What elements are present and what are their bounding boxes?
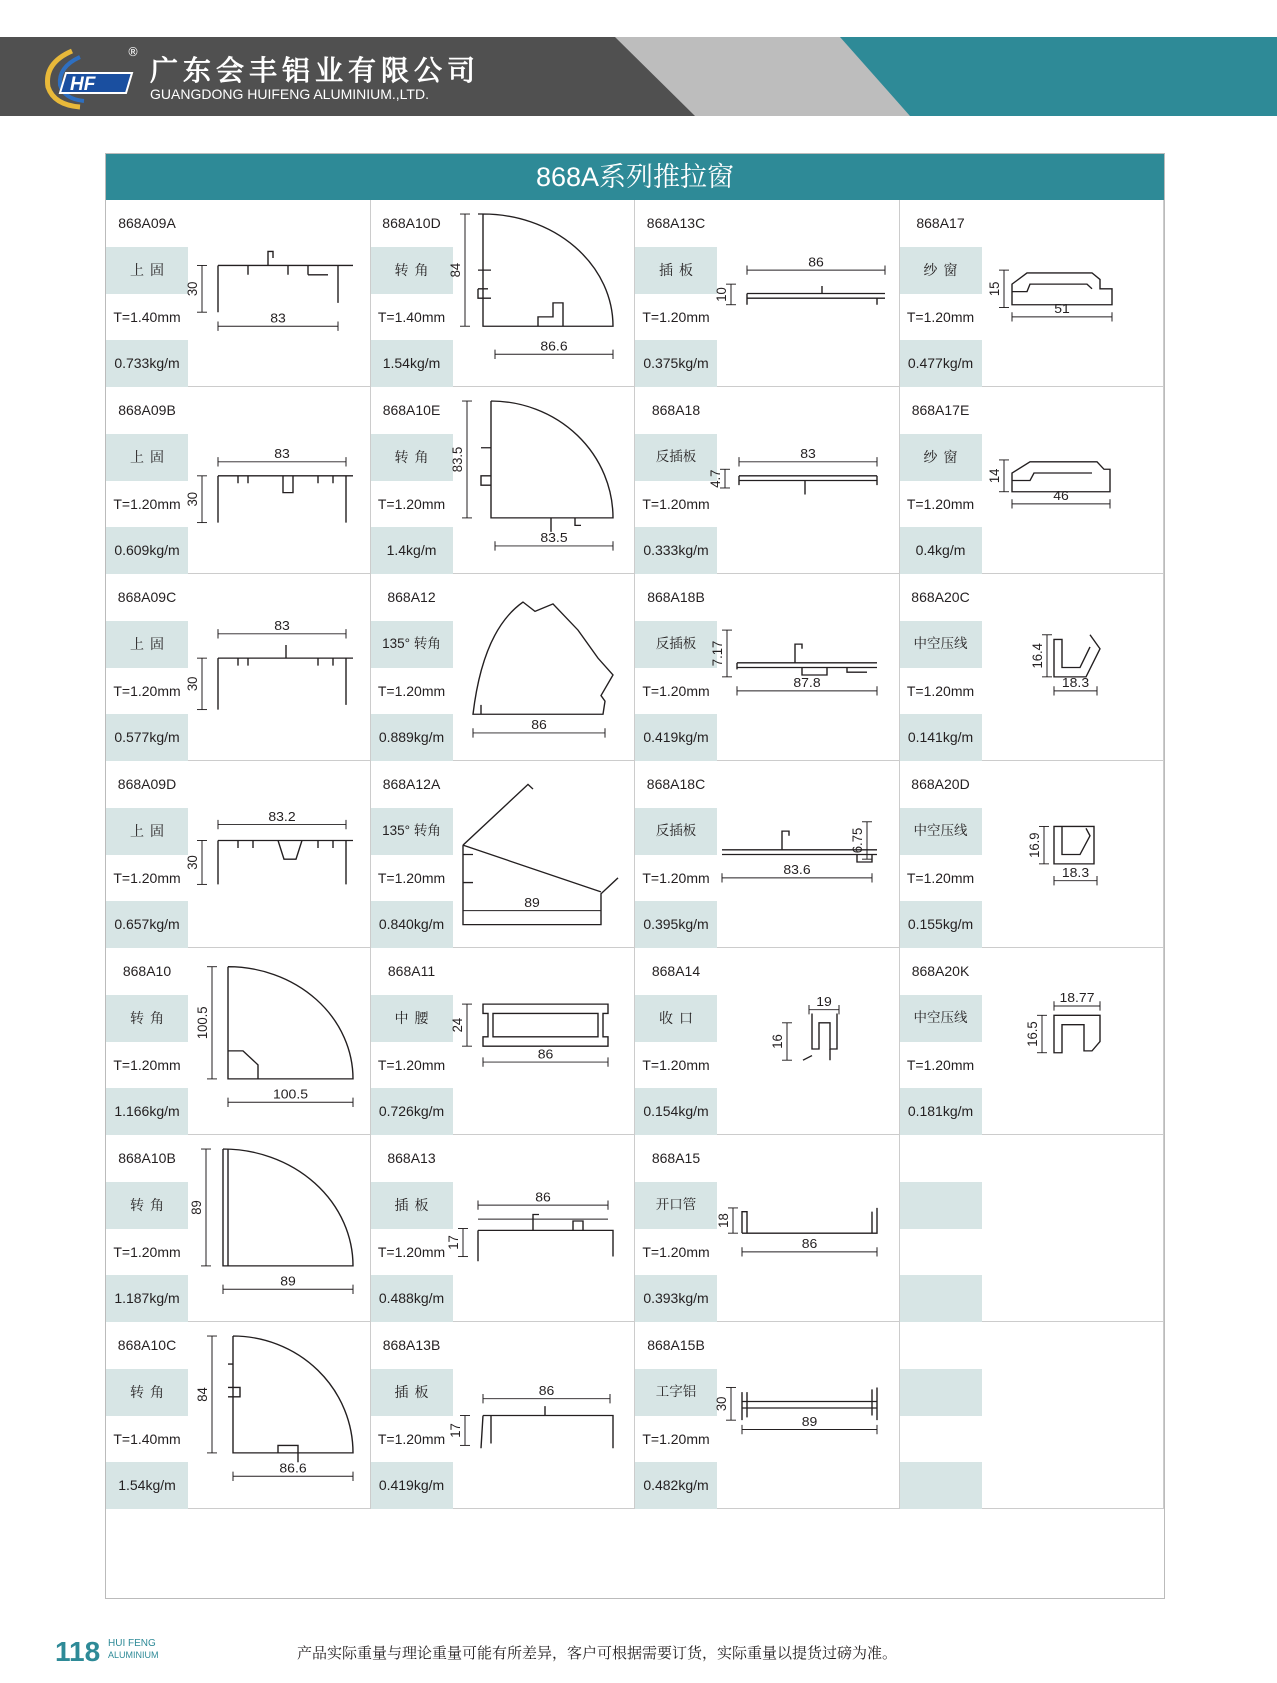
registered-mark: ® (127, 45, 139, 59)
dimension-label: 6.75 (849, 827, 866, 854)
dimension-label: 15 (986, 281, 1002, 297)
profile-cell (371, 761, 636, 948)
dimension-label: 24 (449, 1017, 465, 1033)
dimension-label: 14 (986, 468, 1002, 484)
profile-code: 868A17 (900, 200, 982, 247)
profile-name: 反插板 (635, 808, 717, 855)
profile-cross-section (447, 200, 635, 387)
dimension-label: 83.6 (783, 862, 811, 878)
profile-cell (635, 387, 900, 574)
profile-code: 868A20K (900, 948, 982, 995)
dimension-label: 83.5 (539, 530, 568, 546)
dimension-label: 83 (800, 446, 816, 461)
profile-code: 868A17E (900, 387, 982, 434)
footer-brand-line2: ALUMINIUM (108, 1650, 159, 1660)
dimension-label: 51 (1053, 301, 1070, 317)
profile-cross-section (188, 948, 370, 1135)
company-name-cn: 广东会丰铝业有限公司 (150, 54, 481, 87)
profile-cell (900, 948, 1165, 1135)
profile-thickness: T=1.20mm (635, 294, 717, 341)
profile-weight: 0.889kg/m (371, 714, 453, 761)
profile-thickness: T=1.20mm (900, 855, 982, 902)
profile-code: 868A09D (106, 761, 188, 808)
profile-thickness: T=1.20mm (900, 668, 982, 715)
dimension-label: 89 (280, 1273, 296, 1289)
profile-cross-section (717, 1135, 899, 1322)
profile-weight: 0.488kg/m (371, 1275, 453, 1322)
profile-cross-section (982, 948, 1164, 1135)
profile-code: 868A15 (635, 1135, 717, 1182)
profile-name: 上固 (106, 621, 188, 668)
profile-cell (900, 200, 1165, 387)
dimension-label: 83.2 (268, 809, 296, 824)
profile-cross-section (982, 1135, 1164, 1322)
profile-thickness: T=1.20mm (371, 855, 453, 902)
catalog-grid (106, 200, 1164, 1598)
profile-name: 135° 转角 (371, 808, 453, 855)
profile-name (900, 1369, 982, 1416)
profile-cross-section (184, 574, 370, 761)
dimension-label: 30 (184, 491, 201, 507)
profile-name: 转角 (106, 1182, 188, 1229)
dimension-label: 89 (188, 1200, 205, 1215)
company-logo (40, 43, 140, 111)
profile-weight: 0.155kg/m (900, 901, 982, 948)
dimension-label: 86 (538, 1383, 554, 1398)
profile-cross-section (184, 200, 370, 387)
profile-code: 868A15B (635, 1322, 717, 1369)
dimension-label: 18.77 (1058, 990, 1095, 1006)
profile-cell (106, 574, 371, 761)
profile-code: 868A13B (371, 1322, 453, 1369)
profile-weight: 0.726kg/m (371, 1088, 453, 1135)
profile-cross-section (184, 387, 370, 574)
dimension-label: 83 (270, 310, 286, 326)
profile-code: 868A18C (635, 761, 717, 808)
profile-cell (106, 1322, 371, 1509)
profile-name: 中空压线 (900, 995, 982, 1042)
dimension-label: 83 (274, 446, 290, 461)
profile-cell (900, 1135, 1165, 1322)
profile-code: 868A13 (371, 1135, 453, 1182)
profile-weight: 0.333kg/m (635, 527, 717, 574)
profile-weight: 0.577kg/m (106, 714, 188, 761)
profile-cell (635, 1135, 900, 1322)
dimension-label: 18.3 (1061, 865, 1089, 880)
profile-cell (371, 948, 636, 1135)
profile-thickness: T=1.40mm (371, 294, 453, 341)
profile-thickness: T=1.20mm (371, 1042, 453, 1089)
dimension-label: 84 (194, 1387, 211, 1402)
profile-code: 868A14 (635, 948, 717, 995)
profile-code (900, 1322, 982, 1369)
profile-weight (900, 1462, 982, 1509)
page-header (0, 37, 1277, 116)
profile-cell (106, 200, 371, 387)
profile-code: 868A10B (106, 1135, 188, 1182)
profile-code: 868A09A (106, 200, 188, 247)
profile-thickness: T=1.40mm (106, 1416, 188, 1463)
profile-code: 868A18 (635, 387, 717, 434)
footer-brand-line1: HUI FENG (108, 1638, 156, 1649)
profile-weight: 1.54kg/m (106, 1462, 188, 1509)
dimension-label: 18.3 (1061, 675, 1089, 691)
profile-thickness: T=1.20mm (635, 481, 717, 528)
profile-name: 转角 (371, 434, 453, 481)
profile-name (900, 1182, 982, 1229)
dimension-label: 86 (808, 254, 824, 270)
profile-name: 收口 (635, 995, 717, 1042)
profile-name: 中空压线 (900, 621, 982, 668)
profile-cross-section (188, 1135, 370, 1322)
profile-name: 转角 (106, 995, 188, 1042)
profile-thickness: T=1.20mm (900, 1042, 982, 1089)
dimension-label: 83.5 (449, 446, 465, 473)
dimension-label: 30 (184, 281, 201, 297)
dimension-label: 16.5 (1024, 1021, 1040, 1047)
profile-name: 工字铝 (635, 1369, 717, 1416)
profile-cross-section (707, 387, 899, 574)
profile-thickness: T=1.20mm (106, 481, 188, 528)
profile-name: 反插板 (635, 621, 717, 668)
profile-code: 868A10E (371, 387, 453, 434)
logo-text: HF (70, 74, 96, 95)
profile-weight: 0.141kg/m (900, 714, 982, 761)
dimension-label: 86 (534, 1189, 551, 1205)
profile-thickness: T=1.20mm (106, 1229, 188, 1276)
profile-code: 868A12A (371, 761, 453, 808)
profile-thickness: T=1.20mm (106, 668, 188, 715)
profile-code: 868A12 (371, 574, 453, 621)
profile-cell (371, 574, 636, 761)
profile-cross-section (445, 1135, 635, 1322)
profile-thickness: T=1.20mm (635, 855, 717, 902)
profile-cell (900, 387, 1165, 574)
profile-weight: 0.840kg/m (371, 901, 453, 948)
profile-code: 868A10C (106, 1322, 188, 1369)
dimension-label: 89 (801, 1414, 818, 1429)
profile-cross-section (449, 387, 635, 574)
dimension-label: 19 (816, 994, 832, 1009)
profile-code: 868A10 (106, 948, 188, 995)
profile-code: 868A13C (635, 200, 717, 247)
profile-code: 868A10D (371, 200, 453, 247)
profile-name: 上固 (106, 247, 188, 294)
dimension-label: 18 (715, 1213, 732, 1228)
profile-code: 868A20D (900, 761, 982, 808)
profile-weight: 0.393kg/m (635, 1275, 717, 1322)
profile-weight: 0.4kg/m (900, 527, 982, 574)
profile-name: 转角 (371, 247, 453, 294)
profile-weight: 0.395kg/m (635, 901, 717, 948)
profile-cell (635, 574, 900, 761)
profile-thickness: T=1.20mm (635, 668, 717, 715)
dimension-label: 30 (184, 676, 201, 692)
profile-weight: 1.4kg/m (371, 527, 453, 574)
profile-code: 868A11 (371, 948, 453, 995)
profile-catalog-table (105, 153, 1165, 1599)
profile-weight: 0.419kg/m (635, 714, 717, 761)
profile-cross-section (713, 200, 899, 387)
profile-name: 开口管 (635, 1182, 717, 1229)
dimension-label: 46 (1052, 488, 1069, 504)
profile-thickness: T=1.20mm (635, 1229, 717, 1276)
profile-cross-section (982, 387, 1164, 574)
profile-name: 上固 (106, 434, 188, 481)
profile-cross-section (717, 948, 899, 1135)
profile-cell (900, 761, 1165, 948)
profile-thickness: T=1.20mm (371, 1229, 453, 1276)
profile-cell (635, 1322, 900, 1509)
profile-cross-section (982, 574, 1164, 761)
dimension-label: 100.5 (194, 1006, 211, 1040)
dimension-label: 30 (184, 855, 201, 870)
profile-cell (371, 1322, 636, 1509)
profile-cross-section (449, 948, 635, 1135)
profile-cross-section (982, 200, 1164, 387)
profile-name: 插板 (371, 1369, 453, 1416)
profile-thickness: T=1.20mm (106, 855, 188, 902)
profile-name: 中空压线 (900, 808, 982, 855)
profile-thickness (900, 1229, 982, 1276)
profile-weight: 0.181kg/m (900, 1088, 982, 1135)
dimension-label: 89 (523, 895, 540, 910)
profile-cell (371, 1135, 636, 1322)
profile-code: 868A20C (900, 574, 982, 621)
profile-cell (106, 1135, 371, 1322)
profile-thickness: T=1.20mm (371, 481, 453, 528)
dimension-label: 86 (801, 1236, 818, 1252)
profile-cell (371, 200, 636, 387)
profile-code: 868A18B (635, 574, 717, 621)
dimension-label: 17 (447, 1423, 463, 1438)
profile-code (900, 1135, 982, 1182)
profile-cross-section (184, 761, 370, 948)
dimension-label: 30 (713, 1396, 730, 1412)
profile-thickness: T=1.20mm (900, 481, 982, 528)
profile-cross-section (717, 761, 899, 948)
profile-cell (371, 387, 636, 574)
page-number: 118 (55, 1636, 101, 1667)
profile-name: 反插板 (635, 434, 717, 481)
dimension-label: 87.8 (793, 675, 821, 691)
dimension-label: 100.5 (272, 1086, 309, 1102)
profile-weight: 0.657kg/m (106, 901, 188, 948)
profile-weight: 0.482kg/m (635, 1462, 717, 1509)
profile-cross-section (982, 761, 1164, 948)
dimension-label: 86.6 (539, 338, 568, 354)
profile-name: 纱窗 (900, 247, 982, 294)
dimension-label: 16.9 (1026, 832, 1042, 858)
dimension-label: 16.4 (1029, 643, 1045, 669)
dimension-label: 86 (530, 717, 547, 733)
profile-cell (106, 761, 371, 948)
profile-thickness: T=1.20mm (371, 1416, 453, 1463)
profile-weight (900, 1275, 982, 1322)
profile-cell (635, 948, 900, 1135)
profile-cell (635, 200, 900, 387)
profile-name: 上固 (106, 808, 188, 855)
profile-thickness: T=1.20mm (371, 668, 453, 715)
profile-cell (900, 1322, 1165, 1509)
profile-cross-section (982, 1322, 1164, 1509)
profile-cross-section (453, 761, 635, 948)
profile-name: 转角 (106, 1369, 188, 1416)
profile-cell (106, 387, 371, 574)
profile-thickness: T=1.40mm (106, 294, 188, 341)
profile-cell (106, 948, 371, 1135)
profile-name: 135° 转角 (371, 621, 453, 668)
profile-name: 插板 (371, 1182, 453, 1229)
profile-thickness: T=1.20mm (900, 294, 982, 341)
dimension-label: 16 (769, 1034, 786, 1049)
profile-thickness (900, 1416, 982, 1463)
profile-weight: 1.54kg/m (371, 340, 453, 387)
dimension-label: 84 (447, 262, 463, 278)
profile-weight: 0.733kg/m (106, 340, 188, 387)
dimension-label: 4.7 (707, 469, 724, 488)
profile-cross-section (453, 574, 635, 761)
profile-name: 中腰 (371, 995, 453, 1042)
dimension-label: 86.6 (279, 1460, 307, 1476)
profile-cross-section (713, 1322, 899, 1509)
dimension-label: 7.17 (709, 640, 726, 667)
company-name-en: GUANGDONG HUIFENG ALUMINIUM.,LTD. (150, 86, 429, 102)
profile-weight: 0.154kg/m (635, 1088, 717, 1135)
profile-weight: 0.375kg/m (635, 340, 717, 387)
profile-name: 纱窗 (900, 434, 982, 481)
profile-weight: 1.187kg/m (106, 1275, 188, 1322)
profile-thickness: T=1.20mm (635, 1042, 717, 1089)
profile-name: 插板 (635, 247, 717, 294)
profile-weight: 1.166kg/m (106, 1088, 188, 1135)
profile-thickness: T=1.20mm (106, 1042, 188, 1089)
profile-cross-section (709, 574, 899, 761)
catalog-title: 868A系列推拉窗 (106, 154, 1164, 200)
dimension-label: 86 (537, 1046, 553, 1062)
dimension-label: 17 (445, 1235, 461, 1250)
profile-weight: 0.419kg/m (371, 1462, 453, 1509)
dimension-label: 83 (274, 618, 290, 633)
profile-code: 868A09B (106, 387, 188, 434)
profile-cross-section (447, 1322, 635, 1509)
profile-weight: 0.477kg/m (900, 340, 982, 387)
dimension-label: 10 (713, 287, 730, 302)
profile-thickness: T=1.20mm (635, 1416, 717, 1463)
profile-cell (635, 761, 900, 948)
footer-note: 产品实际重量与理论重量可能有所差异，客户可根据需要订货，实际重量以提货过磅为准。 (297, 1644, 898, 1662)
profile-code: 868A09C (106, 574, 188, 621)
profile-weight: 0.609kg/m (106, 527, 188, 574)
profile-cell (900, 574, 1165, 761)
profile-cross-section (188, 1322, 370, 1509)
